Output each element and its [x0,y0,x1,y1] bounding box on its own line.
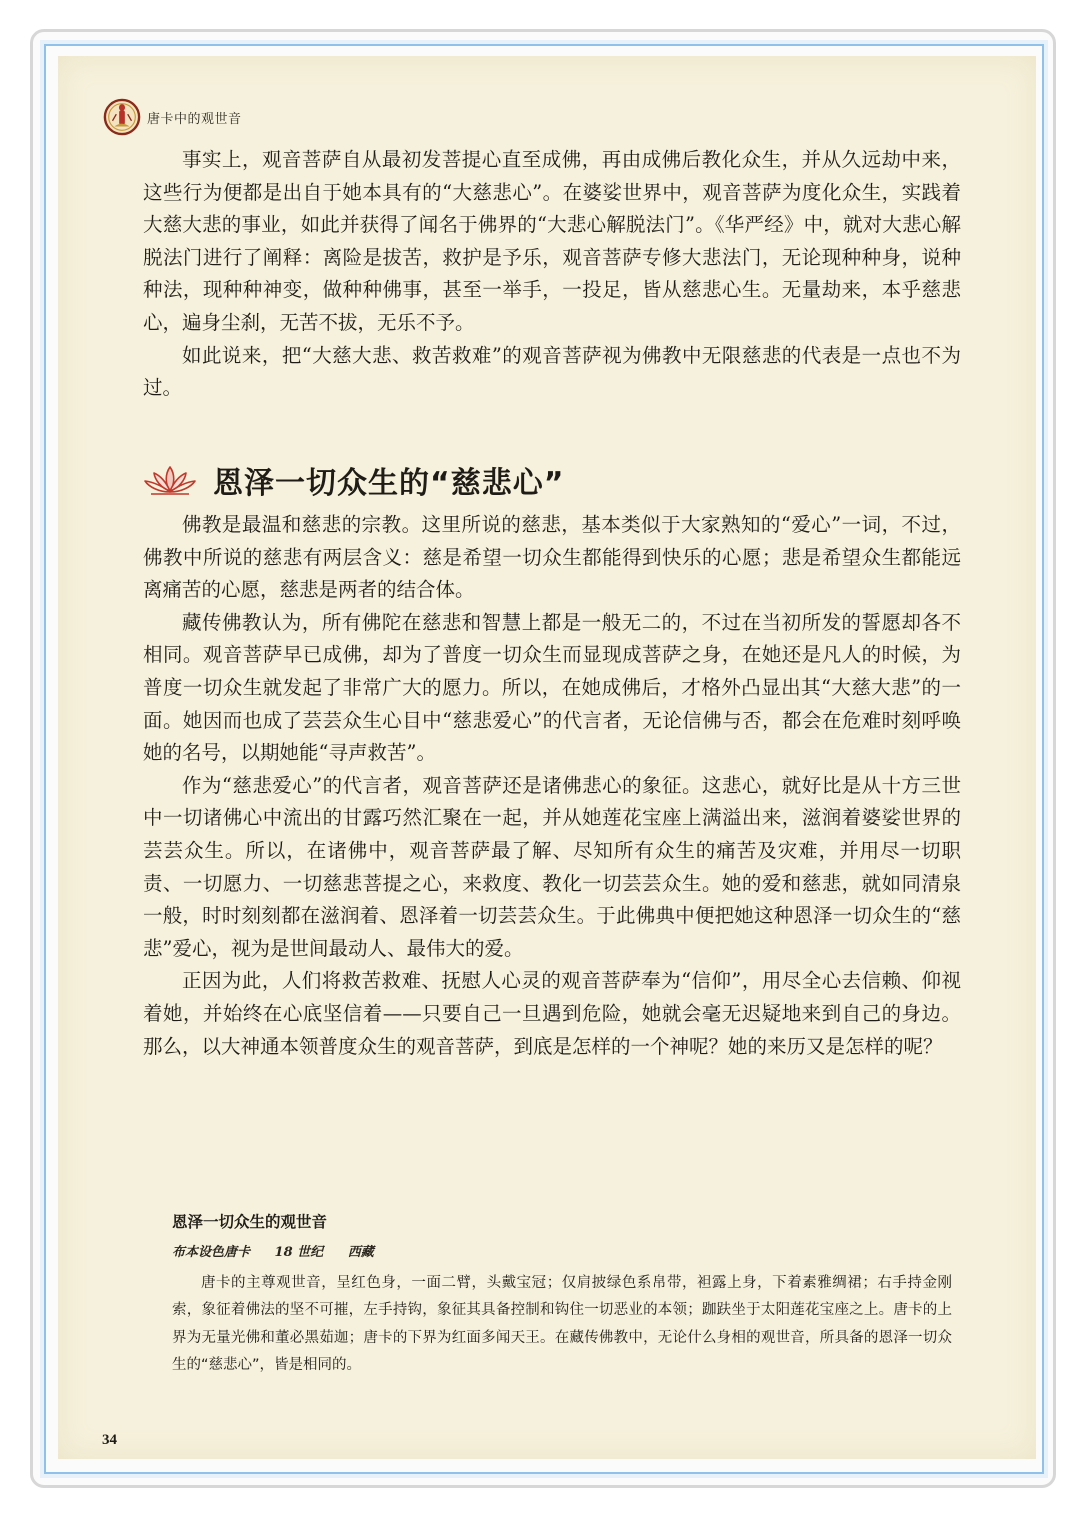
caption-meta [172,1241,394,1260]
page-number: 34 [102,1432,117,1448]
paragraph: 如此说来，把“大慈大悲、救苦救难”的观音菩萨视为佛教中无限慈悲的代表是一点也不为过。 [143,343,961,400]
paragraph: 藏传佛教认为，所有佛陀在慈悲和智慧上都是一般无二的，不过在当初所发的誓愿却各不相同。观音菩萨早已成佛，却为了普度一切众生而显现成菩萨之身，在她还是凡人的时候，为普度一切众生就发起了非常广大的愿力。所以，在她成佛后，才格外凸显出其“大慈大悲”的一面。她因而也成了芸芸众生心目中“慈悲爱心”的代言者，无论信佛与否，都会在危难时刻呼唤她的名号，以期她能“寻声救苦”。 [143,610,961,765]
paragraph: 正因为此，人们将救苦救难、抚慰人心灵的观音菩萨奉为“信仰”，用尽全心去信赖、仰视着她，并始终在心底坚信着——只要自己一旦遇到危险，她就会毫无迟疑地来到自己的身边。那么，以大神通本领普度众生的观音菩萨，到底是怎样的一个神呢？她的来历又是怎样的呢？ [143,969,961,1058]
lotus-icon [143,464,197,496]
section-heading-text: 恩泽一切众生的“慈悲心” [213,466,565,501]
caption-period: 18 世纪 [274,1245,324,1260]
body-text-block-1 [143,144,961,405]
paragraph: 事实上，观音菩萨自从最初发菩提心直至成佛，再由成佛后教化众生，并从久远劫中来，这些行为便都是出自于她本具有的“大慈悲心”。在婆娑世界中，观音菩萨为度化众生，实践着大慈大悲的事业，如此并获得了闻名于佛界的“大悲心解脱法门”。《华严经》中，就对大悲心解脱法门进行了阐释：离险是拔苦，救护是予乐，观音菩萨专修大悲法门，无论现种种身，说种种法，现种种神变，做种种佛事，甚至一举手，一投足，皆从慈悲心生。无量劫来，本乎慈悲心，遍身尘刹，无苦不拔，无乐不予。 [143,148,961,334]
body-text-block-2 [143,509,961,1063]
caption-medium: 布本设色唐卡 [172,1245,251,1260]
caption-region: 西藏 [347,1245,374,1260]
guanyin-emblem-icon [103,98,141,136]
running-title: 唐卡中的观世音 [147,112,242,127]
caption-title: 恩泽一切众生的观世音 [172,1213,328,1231]
caption-body: 唐卡的主尊观世音，呈红色身，一面二臂，头戴宝冠；仅肩披绿色系帛带，袒露上身，下着素雅绸裙；右手持金刚索，象征着佛法的坚不可摧，左手持钩，象征其具备控制和钩住一切恶业的本领；跏趺坐于太阳莲花宝座之上。唐卡的上界为无量光佛和董必黑茹迦；唐卡的下界为红面多闻天王。在藏传佛教中，无论什么身相的观世音，所具备的恩泽一切众生的“慈悲心”，皆是相同的。 [172,1275,952,1374]
paragraph: 作为“慈悲爱心”的代言者，观音菩萨还是诸佛悲心的象征。这悲心，就好比是从十方三世中一切诸佛心中流出的甘露巧然汇聚在一起，并从她莲花宝座上满溢出来，滋润着婆娑世界的芸芸众生。所以，在诸佛中，观音菩萨最了解、尽知所有众生的痛苦及灾难，并用尽一切职责、一切愿力、一切慈悲菩提之心，来救度、教化一切芸芸众生。她的爱和慈悲，就如同清泉一般，时时刻刻都在滋润着、恩泽着一切芸芸众生。于此佛典中便把她这种恩泽一切众生的“慈悲”爱心，视为是世间最动人、最伟大的爱。 [143,773,961,960]
paragraph: 佛教是最温和慈悲的宗教。这里所说的慈悲，基本类似于大家熟知的“爱心”一词，不过，佛教中所说的慈悲有两层含义：慈是希望一切众生都能得到快乐的心愿；悲是希望众生都能远离痛苦的心愿，慈悲是两者的结合体。 [143,513,961,602]
